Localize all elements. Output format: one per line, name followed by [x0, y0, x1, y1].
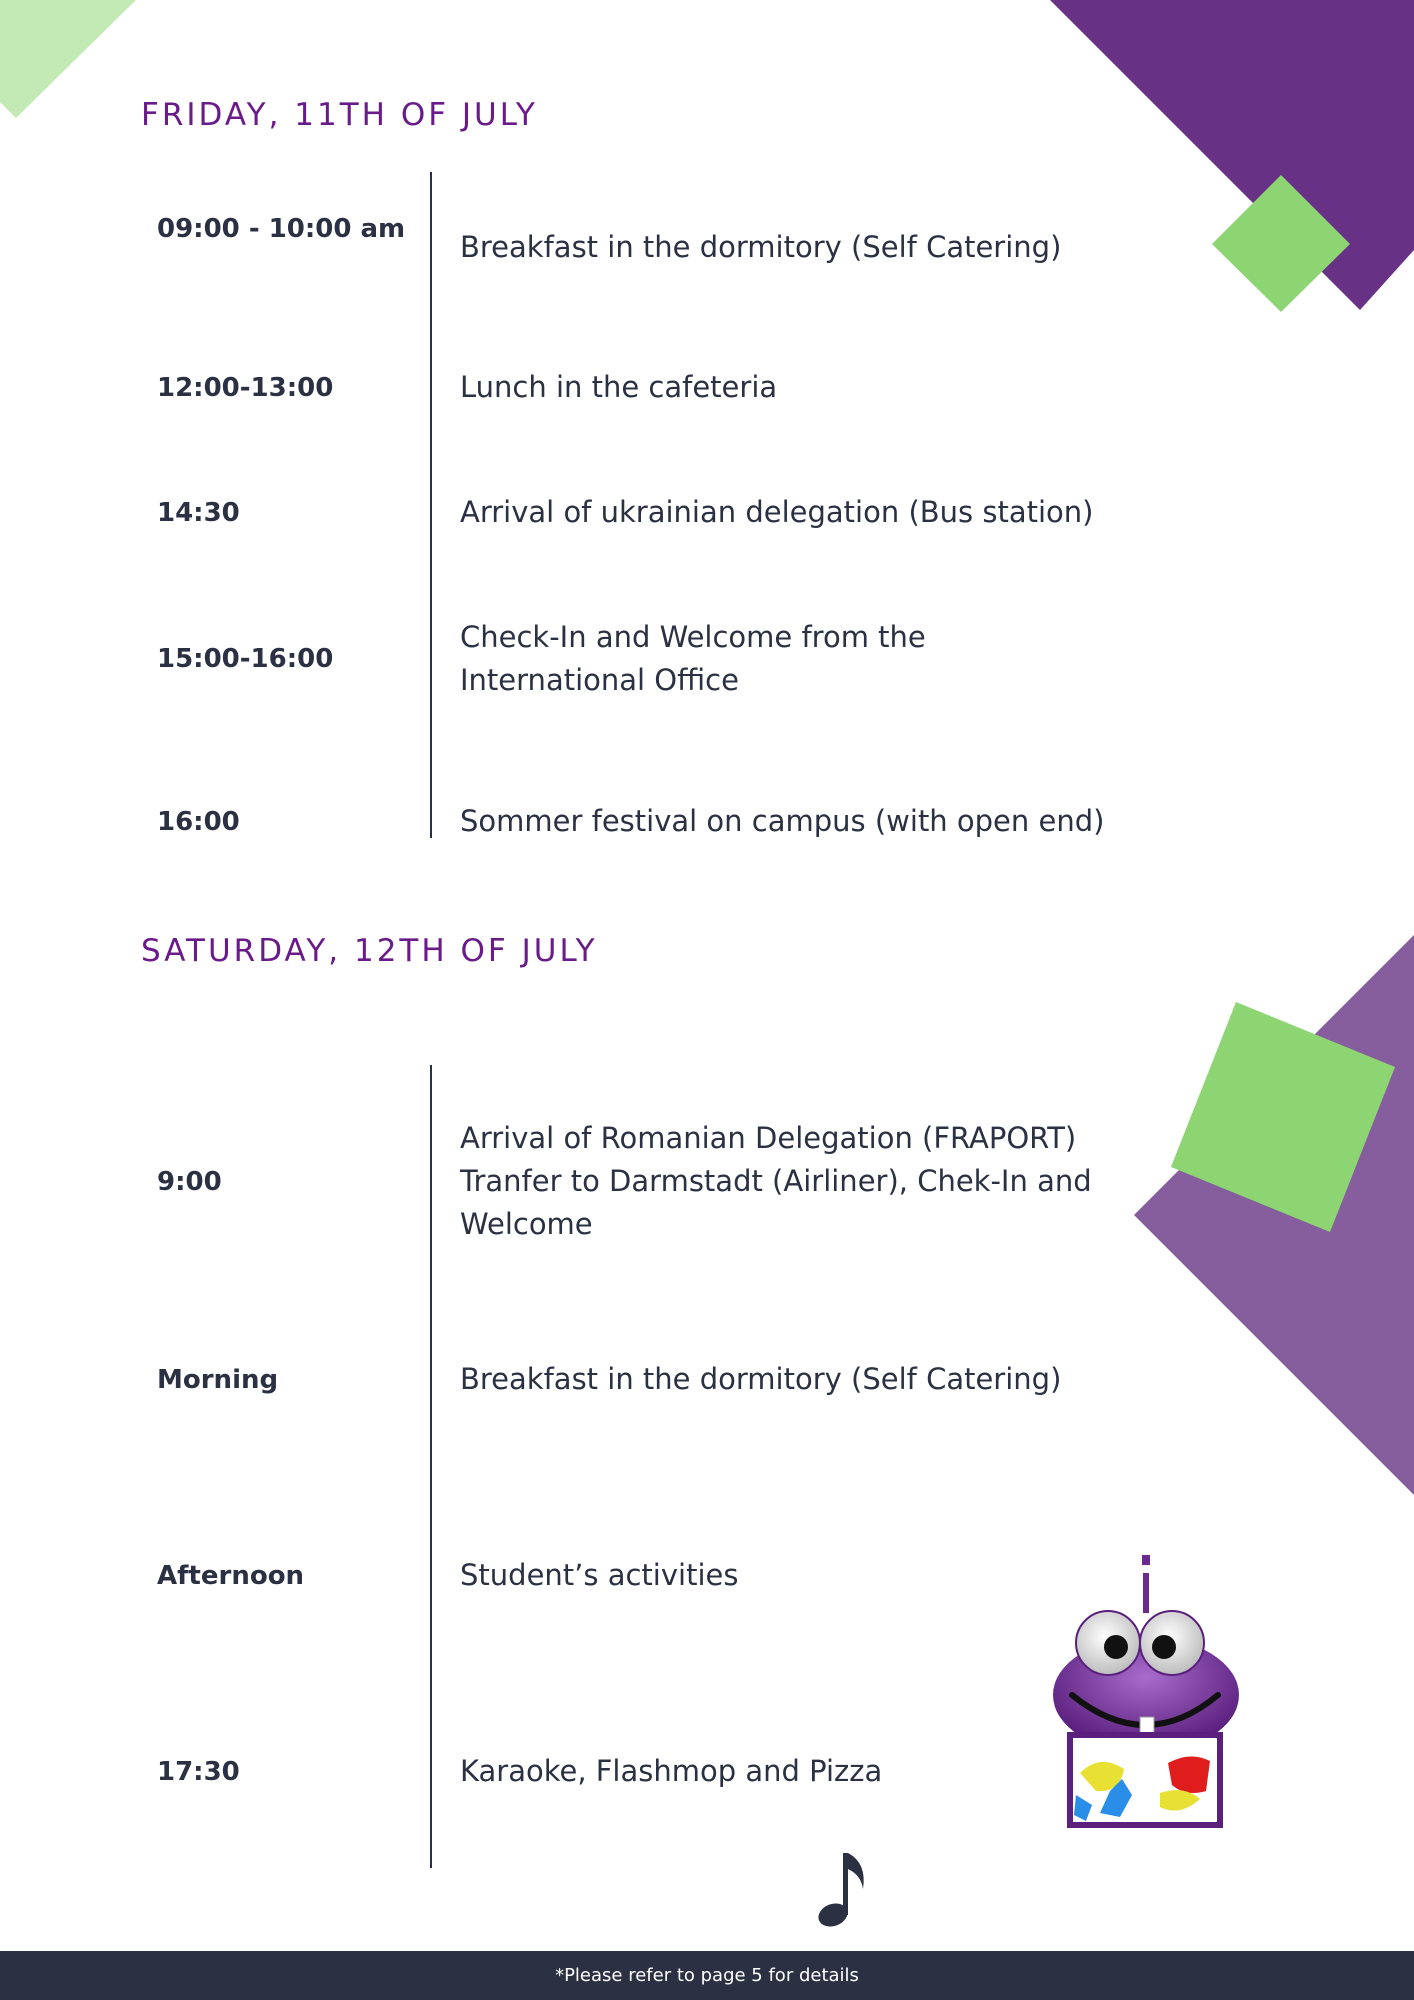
frog-mascot-icon — [1050, 1555, 1250, 1835]
saturday-item-4-event: Karaoke, Flashmop and Pizza — [460, 1754, 883, 1788]
friday-item-2-event: Lunch in the cafeteria — [460, 370, 778, 404]
friday-item-3-event: Arrival of ukrainian delegation (Bus station) — [460, 495, 1094, 529]
saturday-item-1-time: 9:00 — [157, 1167, 222, 1197]
friday-item-2-time: 12:00-13:00 — [157, 373, 334, 403]
friday-item-1-event: Breakfast in the dormitory (Self Catering) — [460, 230, 1062, 264]
saturday-item-4-time: 17:30 — [157, 1757, 240, 1787]
friday-item-1-time: 09:00 - 10:00 am — [157, 214, 406, 244]
saturday-item-2-event: Breakfast in the dormitory (Self Catering) — [460, 1362, 1062, 1396]
friday-item-4-event: Check-In and Welcome from the International Office — [460, 620, 926, 697]
saturday-timeline-line — [430, 1065, 432, 1868]
top-left-green-triangle — [0, 0, 140, 120]
friday-timeline-line — [430, 172, 432, 838]
top-right-purple-shape — [1040, 0, 1414, 320]
friday-heading: FRIDAY, 11TH OF JULY — [141, 97, 538, 133]
footer-note: *Please refer to page 5 for details — [555, 1965, 859, 1986]
saturday-item-2-time: Morning — [157, 1365, 279, 1395]
friday-item-4-time: 15:00-16:00 — [157, 644, 334, 674]
footer-bar — [0, 1951, 1414, 2000]
right-purple-diamond-shape — [1130, 935, 1414, 1500]
friday-item-5-time: 16:00 — [157, 807, 240, 837]
saturday-item-3-event: Student’s activities — [460, 1558, 739, 1592]
saturday-item-3-time: Afternoon — [157, 1561, 305, 1591]
music-note-icon — [815, 1845, 870, 1930]
saturday-heading: SATURDAY, 12TH OF JULY — [141, 933, 598, 969]
friday-item-3-time: 14:30 — [157, 498, 240, 528]
friday-item-5-event: Sommer festival on campus (with open end) — [460, 804, 1105, 838]
saturday-item-1-event: Arrival of Romanian Delegation (FRAPORT) Tranfer to Darmstadt (Airliner), Chek-In and Welcome — [460, 1121, 1092, 1241]
